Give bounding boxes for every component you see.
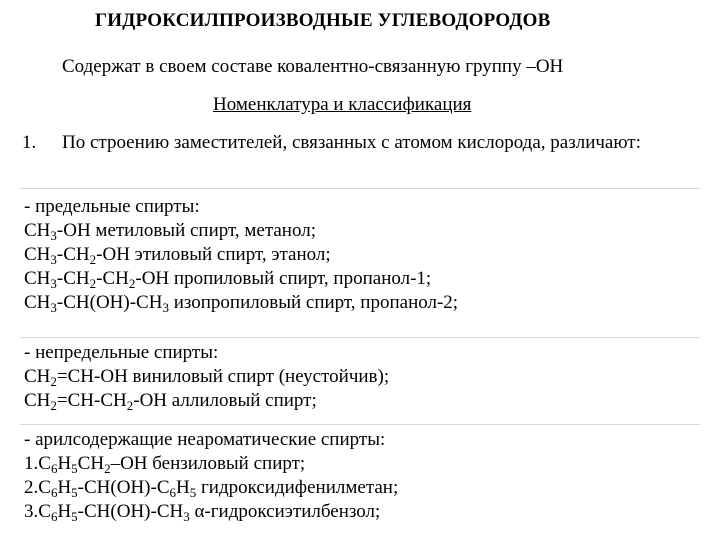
group-header: - арилсодержащие неароматические спирты:	[24, 429, 386, 450]
group-header: - предельные спирты:	[24, 196, 200, 217]
item-text: По строению заместителей, связанных с атомом кислорода, различают:	[62, 132, 641, 153]
formula-line: $CH_2=CH-CH_2-OH$ аллиловый спирт;	[24, 390, 317, 413]
formula-line: $CH_3-CH_2-CH_2-OH$ пропиловый спирт, пропанол-1;	[24, 268, 432, 291]
numbered-item	[22, 132, 692, 154]
section-heading: Номенклатура и классификация	[213, 94, 472, 115]
group-header: - непредельные спирты:	[24, 342, 219, 363]
saturated-alcohols-block	[24, 195, 458, 315]
aryl-alcohols-block	[24, 428, 398, 524]
divider	[20, 337, 700, 338]
formula-line: $CH_2=CH-OH$ виниловый спирт (неустойчив);	[24, 366, 390, 389]
subtitle: Содержат в своем составе ковалентно-связанную группу –ОН	[62, 56, 564, 77]
formula-line: $CH_3-OH$ метиловый спирт, метанол;	[24, 220, 316, 243]
page-title: ГИДРОКСИЛПРОИЗВОДНЫЕ УГЛЕВОДОРОДОВ	[95, 10, 551, 31]
formula-line: $1.C_6H_5CH_2-OH$ бензиловый спирт;	[24, 453, 306, 476]
divider	[20, 188, 700, 189]
formula-line: $CH_3-CH_2-OH$ этиловый спирт, этанол;	[24, 244, 331, 267]
unsaturated-alcohols-block	[24, 341, 389, 413]
divider	[20, 424, 700, 425]
formula-line: $3.C_6H_5-CH(OH)-CH_3$ α-гидроксиэтилбензол;	[24, 501, 381, 524]
formula-line: $2.C_6H_5-CH(OH)-C_6H_5$ гидроксидифенилметан;	[24, 477, 399, 500]
item-number: 1.	[22, 132, 37, 153]
formula-line: $CH_3-CH(OH)-CH_3$ изопропиловый спирт, пропанол-2;	[24, 292, 459, 315]
